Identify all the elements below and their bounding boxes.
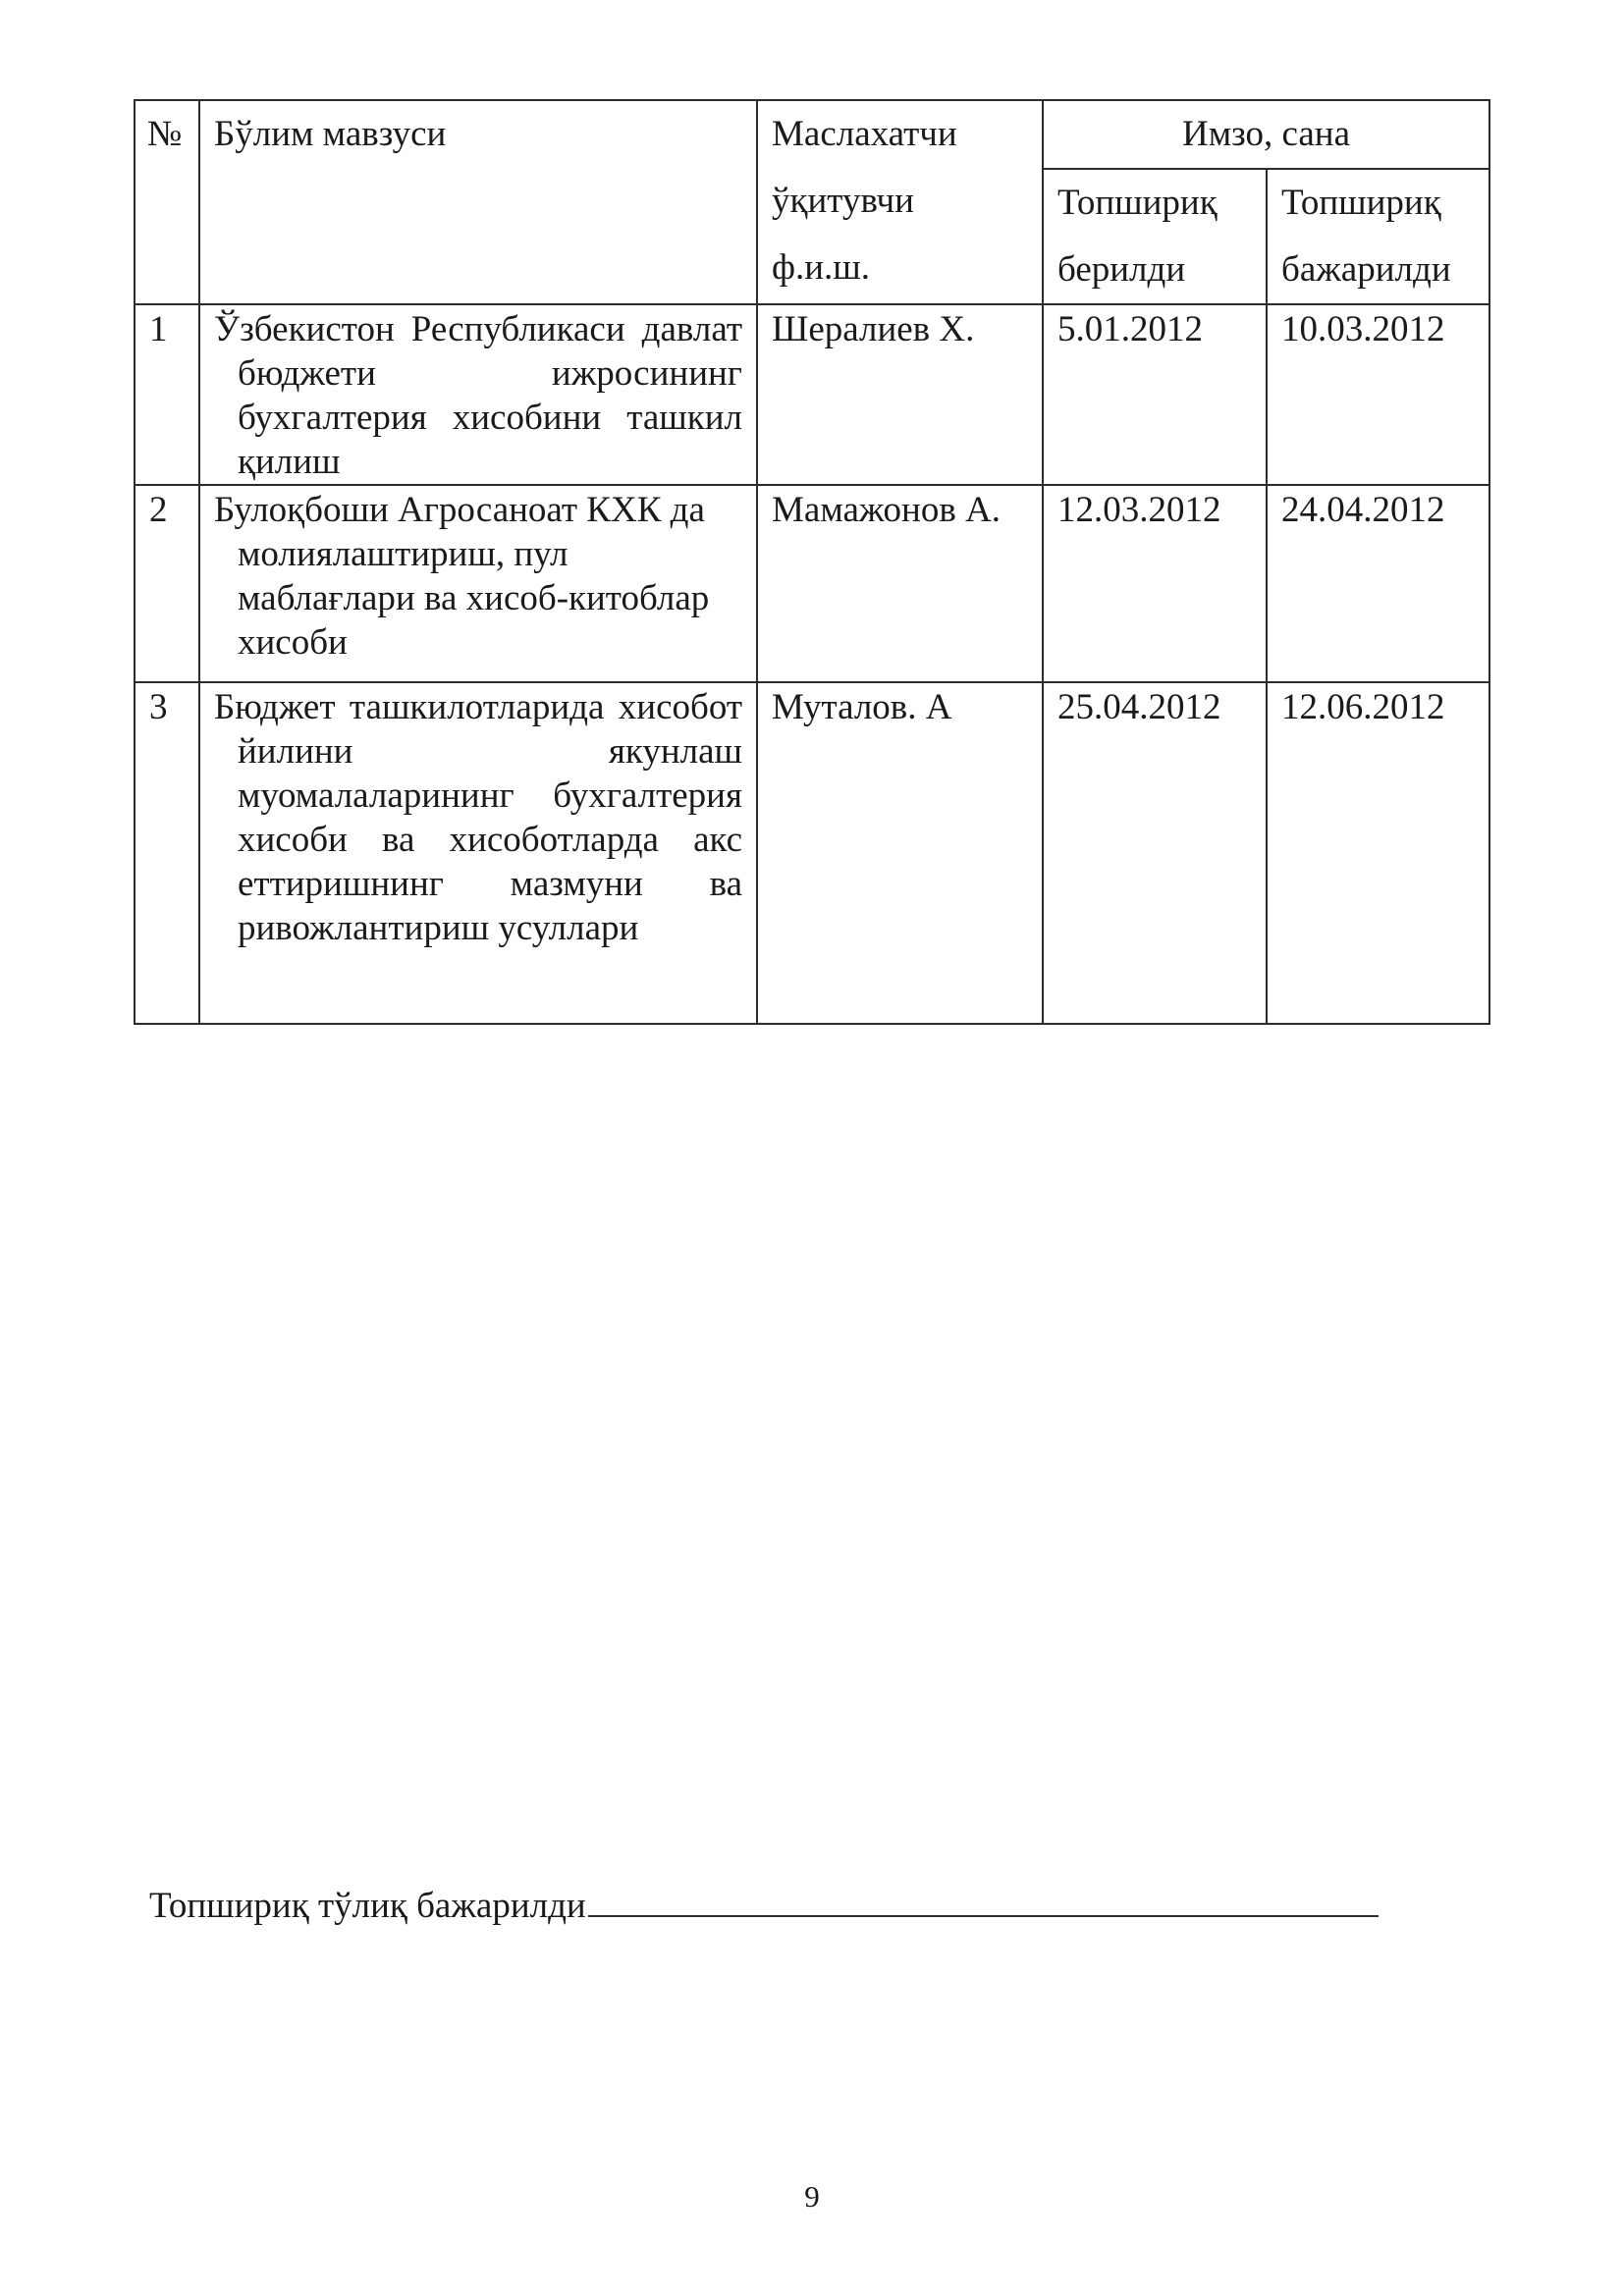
table-row: [135, 682, 1489, 1024]
row-topic: Бюджет ташкилотларида хисобот йилини якунлаш муомалаларининг бухгалтерия хисоби ва хисоботларда акс еттиришнинг мазмуни ва ривожлантириш усуллари: [214, 687, 742, 948]
row-given-date-cell: [1043, 304, 1267, 485]
header-given-line2: берилди: [1057, 249, 1186, 290]
row-given-date-cell: [1043, 682, 1267, 1024]
header-number-cell: [135, 100, 199, 304]
row-advisor: Мамажонов А.: [772, 490, 1001, 530]
row-topic-cell: [199, 682, 757, 1024]
row-done-date: 12.06.2012: [1281, 687, 1445, 727]
row-given-date: 25.04.2012: [1057, 687, 1221, 727]
signature-blank-line: [588, 1882, 1379, 1917]
row-number-cell: [135, 682, 199, 1024]
row-done-date-cell: [1267, 304, 1489, 485]
row-done-date: 24.04.2012: [1281, 490, 1445, 530]
row-number-cell: [135, 304, 199, 485]
row-done-date-cell: [1267, 682, 1489, 1024]
row-done-date: 10.03.2012: [1281, 309, 1445, 349]
row-topic-cell: [199, 485, 757, 682]
header-task-done-cell: [1267, 169, 1489, 304]
header-task-given-cell: [1043, 169, 1267, 304]
row-advisor-cell: [757, 485, 1043, 682]
header-signature-date: Имзо, сана: [1181, 114, 1351, 154]
header-signature-date-cell: [1043, 100, 1489, 169]
header-advisor-line1: Маслахатчи: [772, 114, 957, 154]
row-given-date: 12.03.2012: [1057, 490, 1221, 530]
row-topic: Ўзбекистон Республикаси давлат бюджети ижросининг бухгалтерия хисобини ташкил қилиш: [214, 309, 742, 482]
header-topic: Бўлим мавзуси: [214, 114, 447, 154]
completion-label: Топшириқ тўлиқ бажарилди: [149, 1886, 586, 1926]
row-topic: Булоқбоши Агросаноат КХК да молиялаштириш, пул маблағлари ва хисоб-китоблар хисоби: [214, 490, 710, 663]
row-given-date: 5.01.2012: [1057, 309, 1203, 349]
row-topic-cell: [199, 304, 757, 485]
row-advisor: Шералиев Х.: [772, 309, 975, 349]
header-advisor-line2: ўқитувчи: [772, 181, 914, 221]
completion-statement: [149, 1882, 1379, 1930]
header-advisor-cell: [757, 100, 1043, 304]
header-given-line1: Топшириқ: [1057, 183, 1218, 223]
table-row: [135, 304, 1489, 485]
table-row: [135, 485, 1489, 682]
row-advisor-cell: [757, 682, 1043, 1024]
row-number-cell: [135, 485, 199, 682]
row-given-date-cell: [1043, 485, 1267, 682]
row-done-date-cell: [1267, 485, 1489, 682]
header-done-line2: бажарилди: [1281, 249, 1451, 290]
row-number: 1: [149, 309, 168, 349]
header-topic-cell: [199, 100, 757, 304]
row-advisor: Муталов. А: [772, 687, 952, 727]
header-number: №: [147, 114, 183, 154]
row-advisor-cell: [757, 304, 1043, 485]
assignment-schedule-table: [134, 99, 1490, 1025]
row-number: 2: [149, 490, 168, 530]
page-number: 9: [804, 2179, 820, 2214]
row-number: 3: [149, 687, 168, 727]
header-advisor-line3: ф.и.ш.: [772, 247, 871, 288]
header-done-line1: Топшириқ: [1281, 183, 1441, 223]
table-header-row: [135, 100, 1489, 169]
